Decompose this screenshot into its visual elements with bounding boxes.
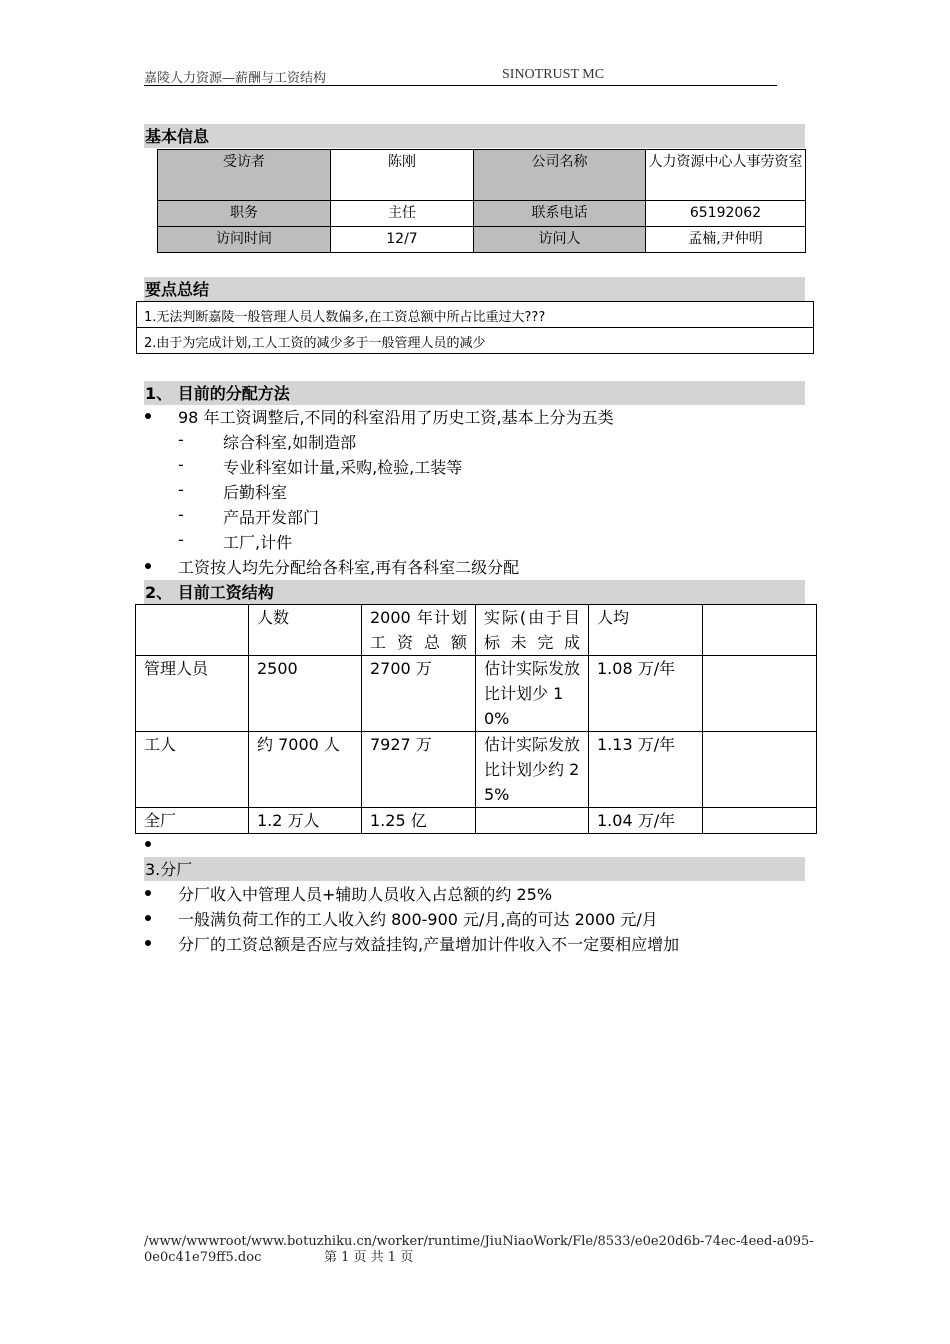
summary-divider — [137, 327, 813, 328]
list-item: 98 年工资调整后,不同的科室沿用了历史工资,基本上分为五类 — [178, 408, 614, 427]
table-row — [136, 808, 817, 834]
table-row — [136, 656, 817, 732]
table-cell — [703, 656, 817, 732]
table-cell: 全厂 — [136, 808, 249, 834]
table-header-cell — [703, 605, 817, 656]
bullet-icon — [145, 940, 151, 946]
table-header-cell: 2000 年计划工资总额 — [362, 605, 476, 656]
table-cell: 1.25 亿 — [362, 808, 476, 834]
table-header-cell: 人数 — [249, 605, 362, 656]
summary-item: 1.无法判断嘉陵一般管理人员人数偏多,在工资总额中所占比重过大??? — [144, 310, 546, 325]
sub-list-item: 产品开发部门 — [223, 508, 320, 527]
table-cell — [703, 732, 817, 808]
table-cell: 12/7 — [331, 227, 474, 253]
bullet-icon — [145, 563, 151, 569]
table-cell: 2500 — [249, 656, 362, 732]
section2-heading: 2、 目前工资结构 — [144, 580, 805, 604]
bullet-icon — [145, 413, 151, 419]
footer-page-number: 第 1 页 共 1 页 — [324, 1250, 414, 1265]
dash-icon: - — [178, 505, 184, 524]
section3-heading: 3.分厂 — [144, 857, 805, 881]
table-cell: 估计实际发放比计划少 10% — [476, 656, 589, 732]
table-cell: 65192062 — [646, 201, 806, 227]
table-header-cell: 人均 — [589, 605, 703, 656]
header-company-name: SINOTRUST MC — [502, 67, 605, 82]
dash-icon: - — [178, 480, 184, 499]
basic-info-heading: 基本信息 — [144, 124, 805, 148]
sub-list-item: 综合科室,如制造部 — [223, 433, 357, 452]
basic-info-table — [157, 149, 806, 253]
bullet-icon — [145, 890, 151, 896]
table-cell: 联系电话 — [474, 201, 646, 227]
table-cell: 1.2 万人 — [249, 808, 362, 834]
list-item: 分厂收入中管理人员+辅助人员收入占总额的约 25% — [178, 885, 553, 904]
table-header-cell — [136, 605, 249, 656]
table-cell: 人力资源中心人事劳资室 — [646, 150, 806, 201]
table-header-row — [136, 605, 817, 656]
table-cell: 约 7000 人 — [249, 732, 362, 808]
table-cell — [476, 808, 589, 834]
footer-file-path: /www/wwwroot/www.botuzhiku.cn/worker/runtime/JiuNiaoWork/Fle/8533/e0e20d6b-74ec-4eed-a095- — [144, 1234, 814, 1249]
sub-list-item: 工厂,计件 — [223, 533, 293, 552]
summary-heading: 要点总结 — [144, 277, 805, 301]
list-item: 工资按人均先分配给各科室,再有各科室二级分配 — [178, 558, 520, 577]
table-cell: 工人 — [136, 732, 249, 808]
table-cell: 受访者 — [158, 150, 331, 201]
table-cell: 1.04 万/年 — [589, 808, 703, 834]
section1-heading: 1、 目前的分配方法 — [144, 381, 805, 405]
table-cell: 1.08 万/年 — [589, 656, 703, 732]
table-cell: 估计实际发放比计划少约 25% — [476, 732, 589, 808]
table-cell: 7927 万 — [362, 732, 476, 808]
summary-item: 2.由于为完成计划,工人工资的减少多于一般管理人员的减少 — [144, 336, 486, 351]
table-cell: 管理人员 — [136, 656, 249, 732]
sub-list-item: 后勤科室 — [223, 483, 288, 502]
dash-icon: - — [178, 430, 184, 449]
table-cell: 陈刚 — [331, 150, 474, 201]
table-header-cell: 实际(由于目标未完成 — [476, 605, 589, 656]
dash-icon: - — [178, 530, 184, 549]
list-item: 分厂的工资总额是否应与效益挂钩,产量增加计件收入不一定要相应增加 — [178, 935, 680, 954]
header-divider — [144, 85, 777, 86]
table-cell — [703, 808, 817, 834]
table-cell: 公司名称 — [474, 150, 646, 201]
table-cell: 2700 万 — [362, 656, 476, 732]
table-row — [158, 150, 806, 201]
sub-list-item: 专业科室如计量,采购,检验,工装等 — [223, 458, 463, 477]
bullet-icon — [145, 841, 151, 847]
wage-structure-table — [135, 604, 817, 834]
table-row — [158, 227, 806, 253]
table-cell: 访问人 — [474, 227, 646, 253]
table-cell: 职务 — [158, 201, 331, 227]
table-cell: 1.13 万/年 — [589, 732, 703, 808]
table-cell: 主任 — [331, 201, 474, 227]
table-cell: 孟楠,尹仲明 — [646, 227, 806, 253]
summary-box — [136, 301, 814, 354]
table-cell: 访问时间 — [158, 227, 331, 253]
footer-file-path-continued: 0e0c41e79ff5.doc — [144, 1250, 262, 1265]
dash-icon: - — [178, 455, 184, 474]
table-row — [136, 732, 817, 808]
bullet-icon — [145, 915, 151, 921]
header-document-title: 嘉陵人力资源—薪酬与工资结构 — [144, 71, 327, 86]
list-item: 一般满负荷工作的工人收入约 800-900 元/月,高的可达 2000 元/月 — [178, 910, 658, 929]
table-row — [158, 201, 806, 227]
